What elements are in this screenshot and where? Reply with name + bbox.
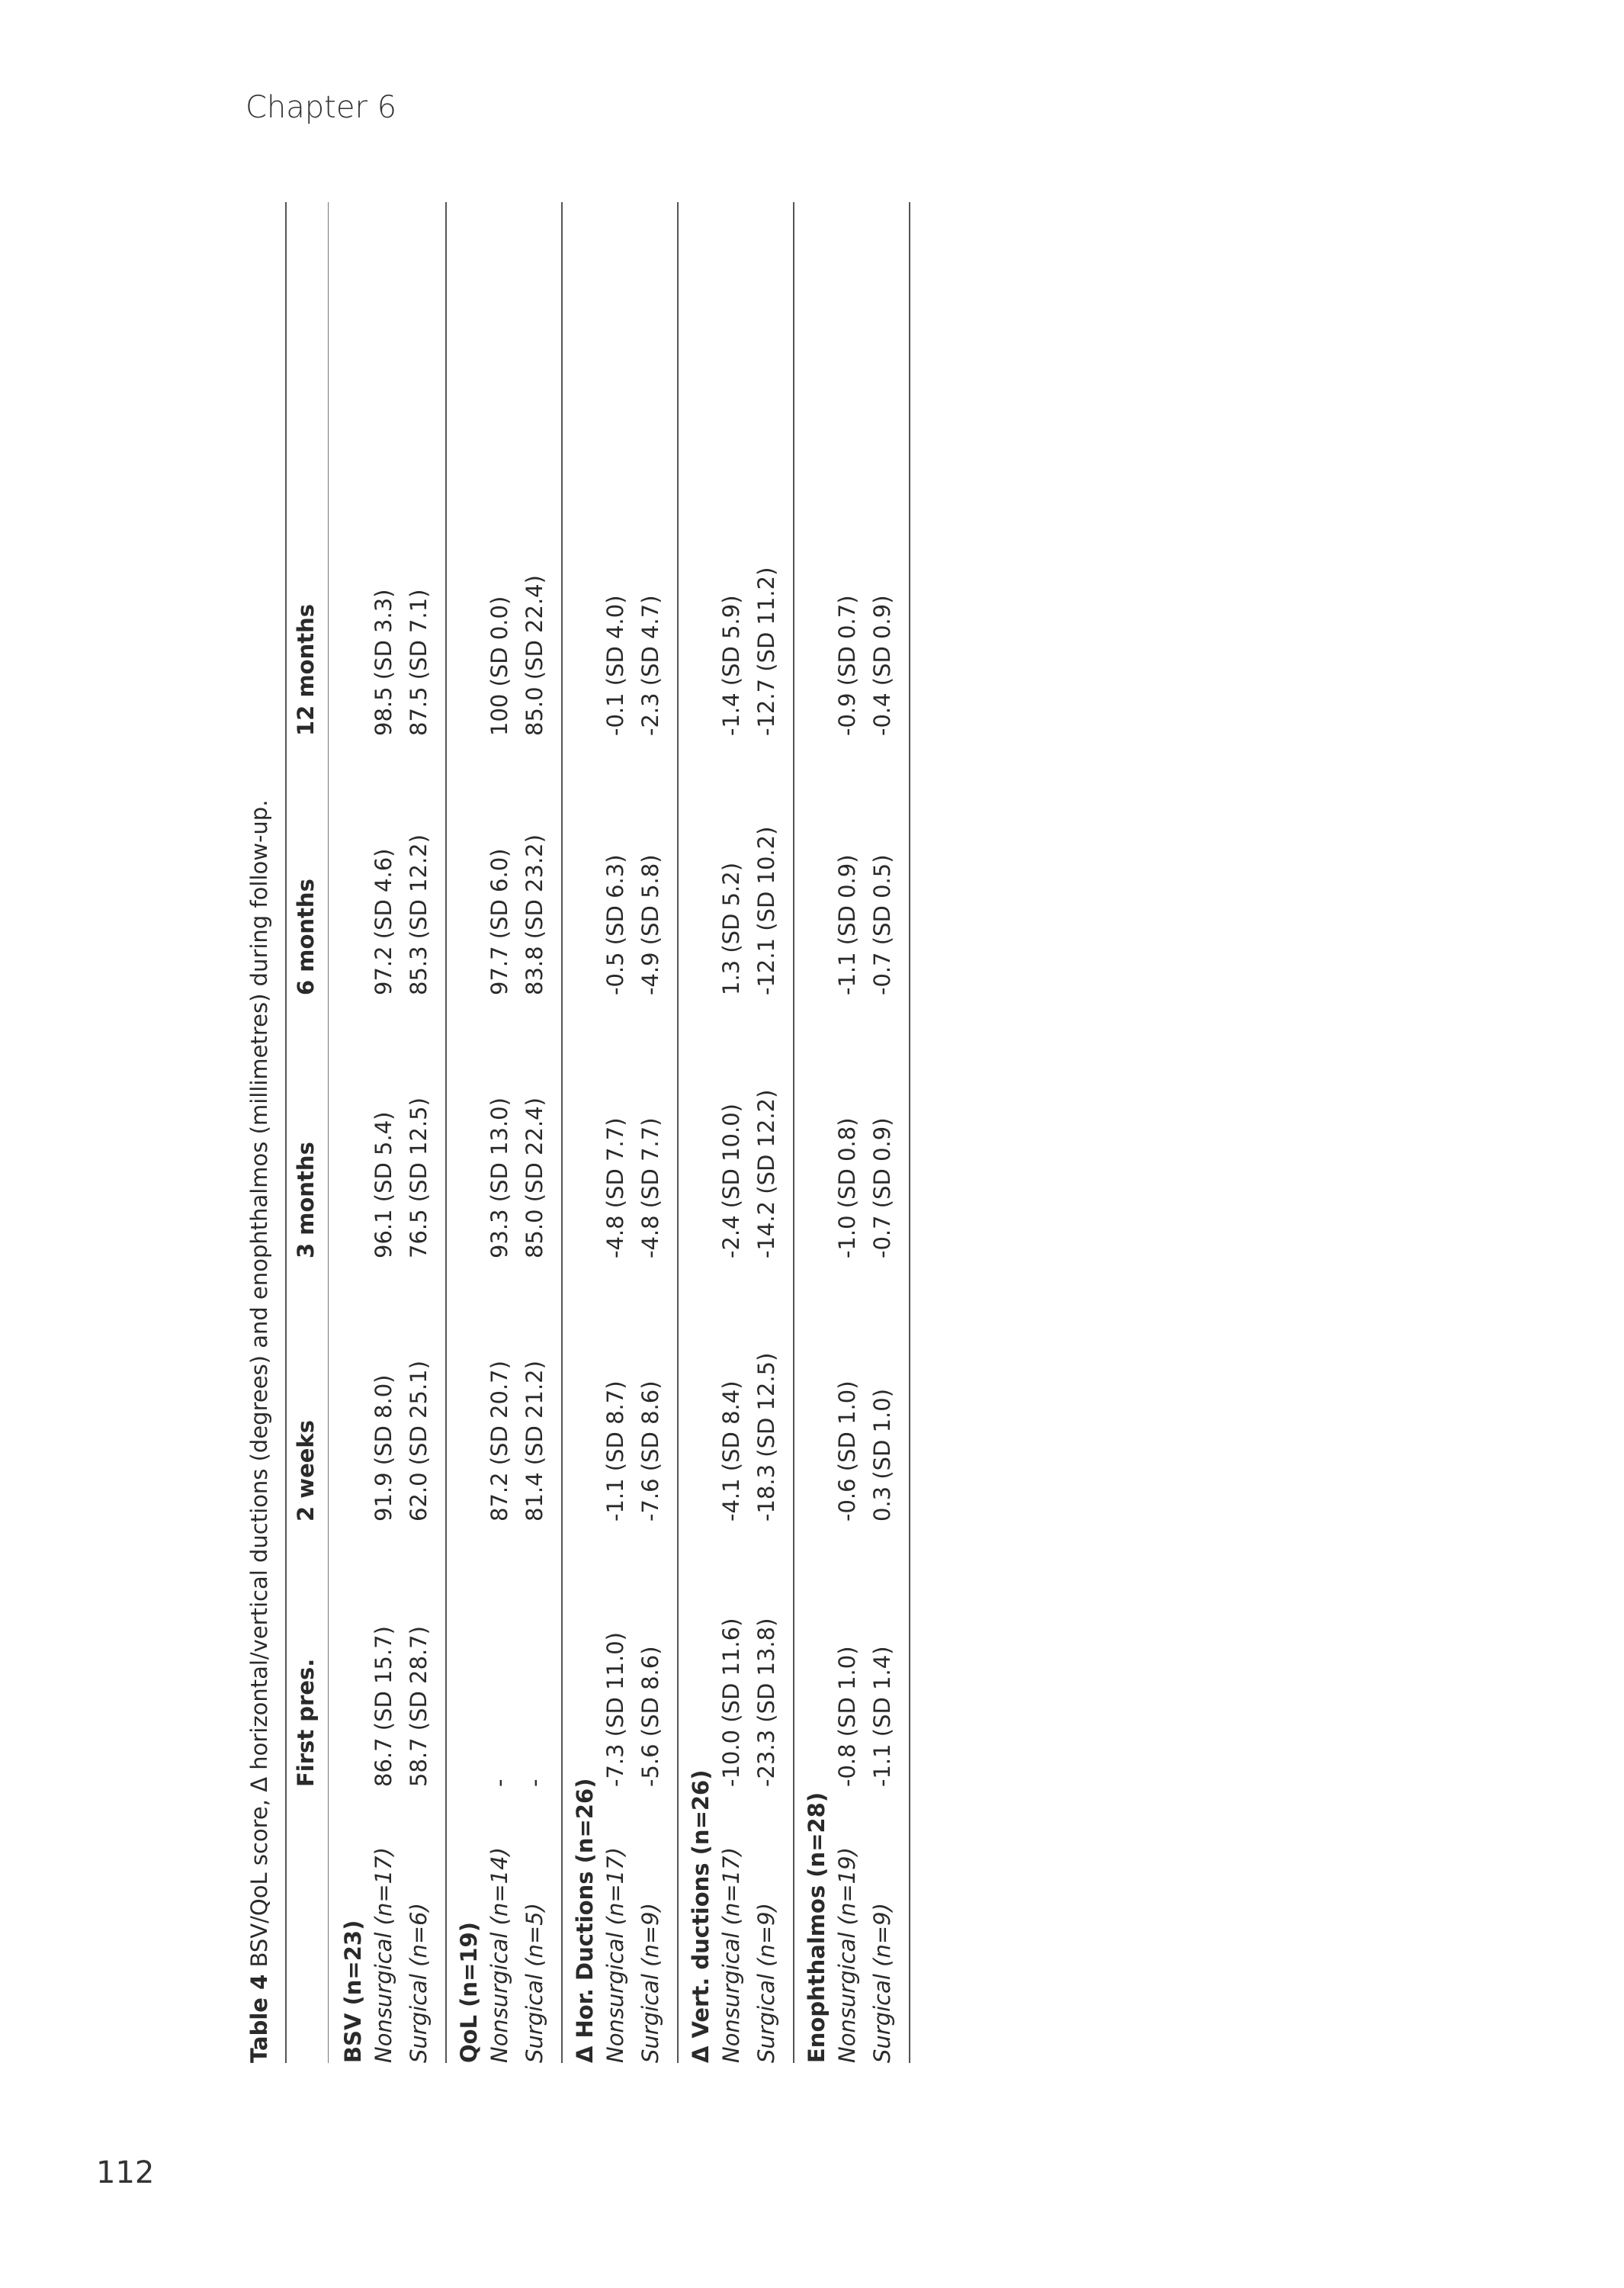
table-cell: -2.3 (SD 4.7): [637, 595, 663, 736]
table-cell: -1.4 (SD 5.9): [718, 595, 744, 736]
row-label: Nonsurgical (n=19): [834, 1847, 860, 2063]
group-bottom-rule: [677, 202, 679, 2063]
row-label: Surgical (n=5): [522, 1903, 547, 2063]
column-header: 3 months: [293, 1142, 319, 1258]
table-cell: -1.1 (SD 0.9): [834, 854, 860, 995]
table-cell: -0.4 (SD 0.9): [869, 595, 895, 736]
table-cell: -23.3 (SD 13.8): [753, 1618, 779, 1787]
row-label: Surgical (n=9): [753, 1903, 779, 2063]
table-cell: 58.7 (SD 28.7): [406, 1626, 432, 1787]
row-label: Surgical (n=9): [869, 1903, 895, 2063]
table-cell: 86.7 (SD 15.7): [371, 1626, 396, 1787]
table-cell: 85.0 (SD 22.4): [522, 575, 547, 736]
table-cell: 62.0 (SD 25.1): [406, 1361, 432, 1522]
page-number: 112: [96, 2155, 155, 2190]
table-cell: 87.5 (SD 7.1): [406, 589, 432, 736]
row-label: Surgical (n=6): [406, 1903, 432, 2063]
header-rule: [328, 202, 329, 2063]
column-header: 6 months: [293, 879, 319, 995]
table-cell: -2.4 (SD 10.0): [718, 1104, 744, 1258]
table-cell: -4.8 (SD 7.7): [602, 1117, 628, 1258]
table-cell: -0.8 (SD 1.0): [834, 1646, 860, 1787]
table-caption-label: Table 4: [246, 1974, 272, 2063]
table-cell: 85.3 (SD 12.2): [406, 834, 432, 995]
group-bottom-rule: [793, 202, 794, 2063]
table-cell: 87.2 (SD 20.7): [486, 1361, 512, 1522]
table-cell: -4.9 (SD 5.8): [637, 854, 663, 995]
table-cell: -1.0 (SD 0.8): [834, 1117, 860, 1258]
table-cell: -7.6 (SD 8.6): [637, 1380, 663, 1522]
group-title: Δ Hor. Ductions (n=26): [572, 1778, 598, 2063]
rotated-table-block: [246, 202, 1023, 2063]
row-label: Surgical (n=9): [637, 1903, 663, 2063]
table-cell: -1.1 (SD 8.7): [602, 1380, 628, 1522]
table-cell: 1.3 (SD 5.2): [718, 862, 744, 995]
group-title: Enophthalmos (n=28): [804, 1792, 830, 2063]
table-cell: -10.0 (SD 11.6): [718, 1618, 744, 1787]
table-cell: 81.4 (SD 21.2): [522, 1361, 547, 1522]
table-cell: -4.1 (SD 8.4): [718, 1380, 744, 1522]
table-cell: -0.1 (SD 4.0): [602, 595, 628, 736]
group-bottom-rule: [561, 202, 563, 2063]
group-bottom-rule: [445, 202, 447, 2063]
table-cell: 93.3 (SD 13.0): [486, 1097, 512, 1258]
table-cell: -5.6 (SD 8.6): [637, 1646, 663, 1787]
table-cell: 97.7 (SD 6.0): [486, 848, 512, 995]
table-caption: [246, 202, 273, 2063]
table-cell: -14.2 (SD 12.2): [753, 1089, 779, 1258]
table-cell: -: [486, 1779, 512, 1787]
row-label: Nonsurgical (n=17): [602, 1847, 628, 2063]
column-header: 2 weeks: [293, 1420, 319, 1522]
table-cell: -12.7 (SD 11.2): [753, 567, 779, 736]
group-title: QoL (n=19): [456, 1922, 482, 2063]
table-caption-text: BSV/QoL score, Δ horizontal/vertical ductions (degrees) and enophthalmos (millimetres) during follow-up.: [246, 799, 272, 1975]
table-cell: -0.5 (SD 6.3): [602, 854, 628, 995]
table-cell: -: [522, 1779, 547, 1787]
table-cell: -0.6 (SD 1.0): [834, 1380, 860, 1522]
table-cell: -0.7 (SD 0.5): [869, 854, 895, 995]
table-cell: -7.3 (SD 11.0): [602, 1632, 628, 1787]
table-cell: -18.3 (SD 12.5): [753, 1352, 779, 1522]
row-label: Nonsurgical (n=17): [718, 1847, 744, 2063]
row-label: Nonsurgical (n=14): [486, 1847, 512, 2063]
table-cell: 100 (SD 0.0): [486, 596, 512, 736]
column-header: First pres.: [293, 1658, 319, 1787]
row-label: Nonsurgical (n=17): [371, 1847, 396, 2063]
table-cell: 96.1 (SD 5.4): [371, 1111, 396, 1258]
group-title: Δ Vert. ductions (n=26): [688, 1769, 714, 2063]
table-cell: 98.5 (SD 3.3): [371, 589, 396, 736]
table-cell: -0.7 (SD 0.9): [869, 1117, 895, 1258]
table-cell: 83.8 (SD 23.2): [522, 834, 547, 995]
table-cell: 0.3 (SD 1.0): [869, 1388, 895, 1522]
table-cell: 91.9 (SD 8.0): [371, 1374, 396, 1522]
group-title: BSV (n=23): [340, 1920, 366, 2063]
table-cell: -0.9 (SD 0.7): [834, 595, 860, 736]
table-cell: 97.2 (SD 4.6): [371, 848, 396, 995]
running-header: Chapter 6: [246, 90, 397, 125]
group-bottom-rule: [909, 202, 910, 2063]
table-top-rule: [285, 202, 287, 2063]
column-header: 12 months: [293, 603, 319, 736]
table-cell: -12.1 (SD 10.2): [753, 826, 779, 995]
table-cell: 85.0 (SD 22.4): [522, 1097, 547, 1258]
table-cell: -1.1 (SD 1.4): [869, 1646, 895, 1787]
table-cell: 76.5 (SD 12.5): [406, 1097, 432, 1258]
table-cell: -4.8 (SD 7.7): [637, 1117, 663, 1258]
